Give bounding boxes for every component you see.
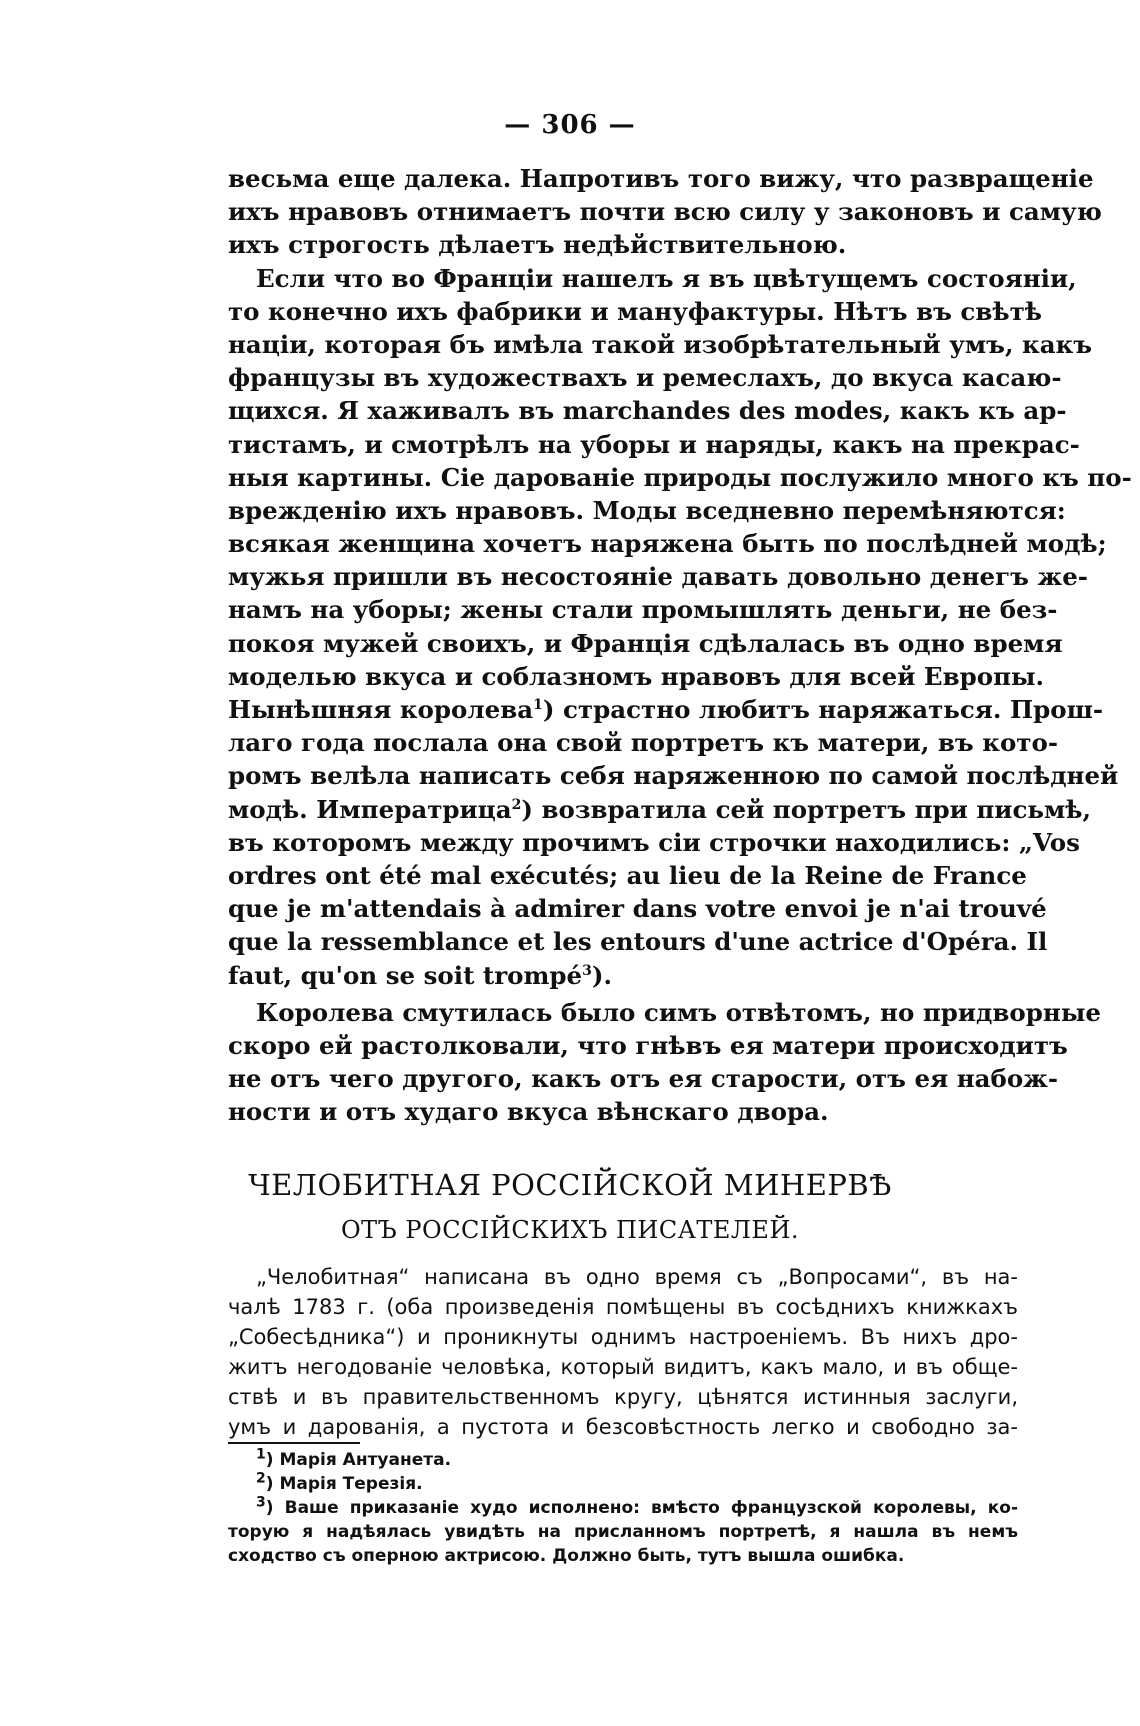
text-line: не отъ чего другого, какъ отъ ея старости, отъ ея набож- (228, 1064, 1059, 1094)
footnote-number: 2 (256, 1470, 266, 1487)
section-intro (228, 1262, 1018, 1442)
intro-line: умъ и дарованія, а пустота и безсовѣстность легко и свободно за- (228, 1415, 1018, 1439)
footnote-marker: 2 (511, 796, 522, 813)
text-line: всякая женщина хочетъ наряжена быть по послѣдней модѣ; (228, 529, 1107, 559)
text-line (228, 793, 1092, 826)
text-line (228, 959, 1018, 992)
footnote-divider (228, 1442, 360, 1444)
text-line: ныя картины. Сіе дарованіе природы послужило много къ по- (228, 462, 1132, 492)
footnote-marker: 3 (582, 962, 592, 979)
footnote-3-line: торую я надѣялась увидѣть на присланномъ портретѣ, я нашла въ немъ (228, 1522, 1018, 1542)
footnote-text: Марія Антуанета. (279, 1450, 452, 1470)
text-line: ordres ont été mal exécutés; au lieu de la Reine de France (228, 860, 1027, 890)
footnote-text: Марія Терезія. (279, 1474, 423, 1494)
footnote-marker: 1 (533, 696, 543, 713)
section-title: ЧЕЛОБИТНАЯ РОССІЙСКОЙ МИНЕРВѢ (248, 1168, 892, 1202)
text-line: намъ на уборы; жены стали промышлять деньги, не без- (228, 595, 1058, 625)
text-line: ихъ нравовъ отнимаетъ почти всю силу у законовъ и самую (228, 197, 1102, 227)
intro-line: ствѣ и въ правительственномъ кругу, цѣнятся истинныя заслуги, (228, 1385, 1018, 1409)
text-line: ихъ строгость дѣлаетъ недѣйствительною. (228, 230, 847, 260)
footnote-3-line: сходство съ оперною актрисою. Должно быть, тутъ вышла ошибка. (228, 1546, 905, 1566)
text-line: покоя мужей своихъ, и Франція сдѣлалась въ одно время (228, 628, 1063, 658)
intro-line: житъ негодованіе человѣка, который видитъ, какъ мало, и въ обще- (228, 1355, 1018, 1379)
text-line: que la ressemblance et les entours d'une actrice d'Opéra. Il (228, 927, 1048, 957)
text-line: мужья пришли въ несостояніе давать довольно денегъ же- (228, 562, 1088, 592)
text-fragment: faut, qu'on se soit trompé (228, 960, 583, 990)
text-line: моделью вкуса и соблазномъ нравовъ для всей Европы. (228, 661, 1045, 691)
page-number: — 306 — (504, 110, 636, 140)
intro-line: чалѣ 1783 г. (оба произведенія помѣщены въ сосѣднихъ книжкахъ (228, 1295, 1018, 1319)
text-line: que je m'attendais à admirer dans votre envoi je n'ai trouvé (228, 894, 1047, 924)
text-fragment: ). (591, 960, 613, 990)
text-fragment: Нынѣшняя королева (228, 695, 534, 724)
text-fragment: ) страстно любитъ наряжаться. Прош- (542, 695, 1104, 724)
text-line: врежденію ихъ нравовъ. Моды вседневно перемѣняются: (228, 495, 1066, 525)
footnote-text: Ваше приказаніе худо исполнено: вмѣсто французской королевы, ко- (284, 1498, 1018, 1518)
text-line: въ которомъ между прочимъ сіи строчки находились: „Vos (228, 827, 1080, 857)
footnote-3: $^3$) Ваше приказаніе худо исполнено: вмѣсто французской королевы, ко- (256, 1494, 1018, 1518)
footnote-2: $^2$) Марія Терезія. (256, 1470, 423, 1494)
text-fragment: модѣ. Императрица (228, 794, 512, 824)
main-text (228, 162, 1132, 1128)
footnote-1: $^1$) Марія Антуанета. (256, 1446, 452, 1470)
text-line: націи, которая бъ имѣла такой изобрѣтательный умъ, какъ (228, 329, 1093, 359)
text-line: Королева смутилась было симъ отвѣтомъ, но придворные (256, 997, 1101, 1027)
text-line: тистамъ, и смотрѣлъ на уборы и наряды, какъ на прекрас- (228, 429, 1080, 459)
intro-line: „Челобитная“ написана въ одно время съ „Вопросами“, въ на- (256, 1265, 1018, 1289)
footnotes (228, 1448, 1018, 1568)
footnote-number: 3 (256, 1494, 266, 1511)
text-line: ромъ велѣла написать себя наряженною по самой послѣдней (228, 761, 1119, 791)
intro-line: „Собесѣдника“) и проникнуты однимъ настроеніемъ. Въ нихъ дро- (228, 1325, 1018, 1349)
text-line: щихся. Я хаживалъ въ marchandes des modes, какъ къ ар- (228, 396, 1067, 426)
text-line: лаго года послала она свой портретъ къ матери, въ кото- (228, 728, 1058, 758)
section-subtitle: ОТЪ РОССІЙСКИХЪ ПИСАТЕЛЕЙ. (340, 1216, 800, 1244)
text-line: Если что во Франціи нашелъ я въ цвѣтущемъ состояніи, (256, 263, 1077, 293)
text-line: французы въ художествахъ и ремеслахъ, до вкуса касаю- (228, 363, 1062, 393)
text-fragment: ) возвратила сей портретъ при письмѣ, (521, 794, 1092, 824)
text-line (228, 693, 1104, 726)
text-line: скоро ей растолковали, что гнѣвъ ея матери происходитъ (228, 1030, 1068, 1060)
text-line: то конечно ихъ фабрики и мануфактуры. Нѣтъ въ свѣтѣ (228, 296, 1043, 326)
text-line: весьма еще далека. Напротивъ того вижу, что развращеніе (228, 164, 1094, 193)
footnote-number: 1 (256, 1446, 266, 1463)
text-line: ности и отъ худаго вкуса вѣнскаго двора. (228, 1097, 829, 1127)
